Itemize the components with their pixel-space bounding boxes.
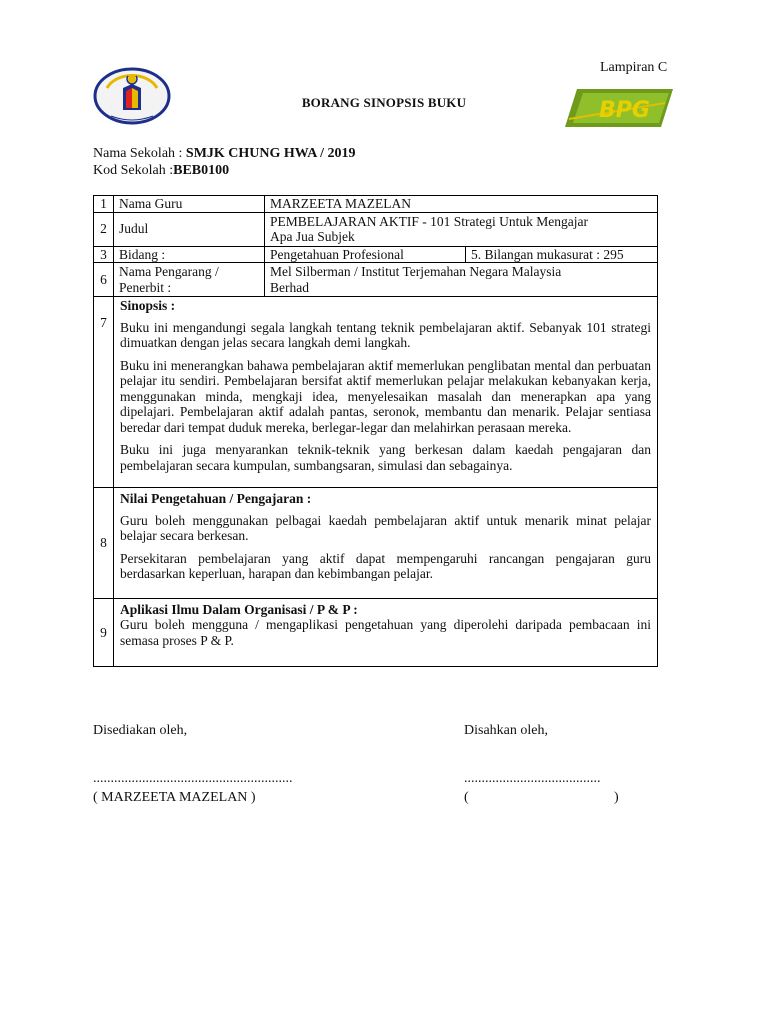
application-paragraph: Guru boleh mengguna / mengaplikasi pengetahuan yang diperolehi daripada pembacaan ini semasa proses P & P. <box>120 617 651 648</box>
row-author <box>94 263 658 297</box>
row-label-line: Nama Pengarang / <box>119 264 219 279</box>
row-label: Nama Guru <box>114 196 265 213</box>
synopsis-paragraph: Buku ini mengandungi segala langkah tentang teknik pembelajaran aktif. Sebanyak 101 strategi dimuatkan dengan jelas secara langkah demi langkah. <box>120 319 651 350</box>
row-number: 7 <box>94 297 114 488</box>
school-info <box>93 145 356 179</box>
approved-name-close: ) <box>614 790 619 805</box>
row-label <box>114 263 265 297</box>
row-number: 1 <box>94 196 114 213</box>
row-teacher-name <box>94 196 658 213</box>
synopsis-cell <box>114 297 658 488</box>
school-code-label: Kod Sekolah : <box>93 163 174 178</box>
knowledge-paragraph: Guru boleh menggunakan pelbagai kaedah pembelajaran aktif untuk menarik minat pelajar belajar secara berkesan. <box>120 512 651 543</box>
prepared-signature-line: ......................................................... <box>93 771 293 786</box>
approved-signature-line: ....................................... <box>464 771 601 786</box>
row-knowledge-value <box>94 488 658 599</box>
row-label: Judul <box>114 212 265 246</box>
lampiran-label: Lampiran C <box>600 60 668 75</box>
synopsis-paragraph: Buku ini juga menyarankan teknik-teknik yang berkesan dalam kaedah pengajaran dan pembelajaran secara kumpulan, sumbangsaran, simulasi dan sebagainya. <box>120 442 651 473</box>
row-number: 8 <box>94 488 114 599</box>
synopsis-table <box>93 195 658 667</box>
school-code-line <box>93 162 356 179</box>
school-code-value: BEB0100 <box>173 163 230 178</box>
row-number: 3 <box>94 246 114 263</box>
application-cell <box>114 598 658 667</box>
synopsis-title: Sinopsis : <box>120 298 176 313</box>
bpg-logo-text: BPG <box>599 98 650 123</box>
synopsis-paragraph: Buku ini menerangkan bahawa pembelajaran aktif memerlukan penglibatan mental dan perbuatan pelajar itu sendiri. Pembelajaran bersifat aktif memerlukan pelajar melakukan kebanyakan kerja, menggunakan minda, mengkaji idea, menyelesaikan masalah dan menerapkan apa yang dipelajari. Pembelajaran aktif adalah pantas, seronok, membantu dan menarik. Pelajar sentiasa beredar dari tempat duduk mereka, berlegar-legar dan melahirkan perasaan mereka. <box>120 357 651 435</box>
application-title: Aplikasi Ilmu Dalam Organisasi / P & P : <box>120 601 358 617</box>
school-name-value: SMJK CHUNG HWA / 2019 <box>185 146 356 161</box>
approved-name-open: ( <box>464 790 469 805</box>
teacher-name-value: MARZEETA MAZELAN <box>265 196 658 213</box>
row-title <box>94 212 658 246</box>
row-synopsis <box>94 297 658 488</box>
prepared-name: ( MARZEETA MAZELAN ) <box>93 790 256 805</box>
book-title-line: PEMBELAJARAN AKTIF - 101 Strategi Untuk Mengajar <box>270 213 588 229</box>
row-label-line: Penerbit : <box>119 279 172 295</box>
book-title-value <box>265 212 658 246</box>
row-number: 6 <box>94 263 114 297</box>
school-name-label: Nama Sekolah : <box>93 146 186 161</box>
page-count-value: 5. Bilangan mukasurat : 295 <box>466 246 658 263</box>
knowledge-cell <box>114 488 658 599</box>
school-name-line <box>93 145 356 162</box>
author-line: Berhad <box>270 279 309 295</box>
row-number: 9 <box>94 598 114 667</box>
author-line: Mel Silberman / Institut Terjemahan Negara Malaysia <box>270 264 562 279</box>
row-field <box>94 246 658 263</box>
knowledge-title: Nilai Pengetahuan / Pengajaran : <box>120 491 312 506</box>
prepared-by-label: Disediakan oleh, <box>93 723 188 738</box>
approved-by-label: Disahkan oleh, <box>464 723 548 738</box>
form-title: BORANG SINOPSIS BUKU <box>301 95 467 110</box>
row-application <box>94 598 658 667</box>
book-title-line: Apa Jua Subjek <box>270 229 355 244</box>
row-number: 2 <box>94 212 114 246</box>
row-label: Bidang : <box>114 246 265 263</box>
author-value <box>265 263 658 297</box>
knowledge-paragraph: Persekitaran pembelajaran yang aktif dapat mempengaruhi rancangan pengajaran guru berdasarkan keperluan, harapan dan kebimbangan pelajar. <box>120 550 651 581</box>
field-value: Pengetahuan Profesional <box>265 246 466 263</box>
